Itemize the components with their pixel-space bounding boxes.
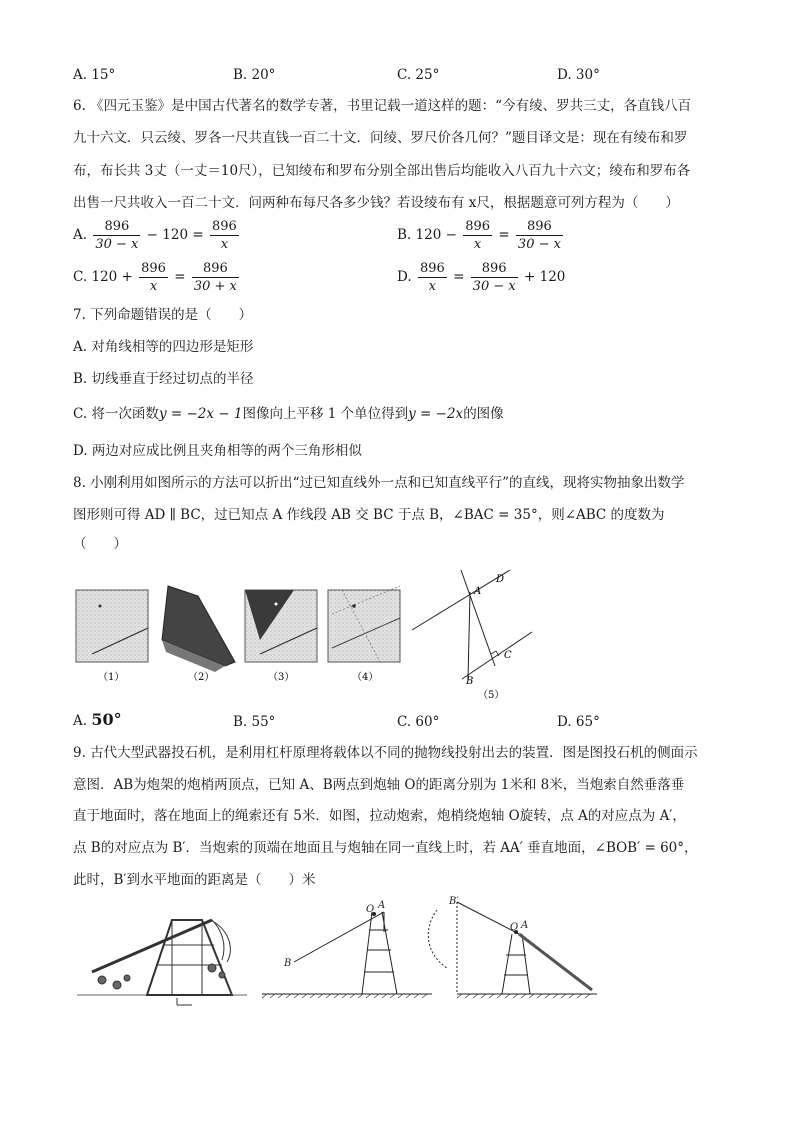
q9-stem-line-3: 直于地面时，落在地面上的绳索还有 5米．如图，拉动炮索，炮梢绕炮轴 O旋转，点 A的对应点为 A′， — [73, 808, 686, 824]
point-o2-label: O — [510, 922, 519, 933]
q6-option-a-label: A. — [73, 227, 88, 243]
caption-5: （5） — [478, 690, 505, 701]
q7-option-b: B. 切线垂直于经过切点的半径 — [73, 371, 254, 387]
q7-option-a: A. 对角线相等的四边形是矩形 — [73, 339, 254, 355]
trebuchet-diagram-1 — [262, 900, 432, 998]
caption-1: （1） — [98, 672, 125, 683]
q8-option-c: C. 60° — [397, 714, 440, 730]
caption-3: （3） — [268, 672, 295, 683]
point-b-label: B — [284, 958, 292, 969]
point-d-label: D — [496, 574, 505, 585]
q9-stem-line-4: 点 B的对应点为 B′．当炮索的顶端在地面且与炮轴在同一直线上时，若 AA′ 垂直地面，∠BOB′ = 60°， — [73, 840, 698, 856]
q7-stem: 7. 下列命题错误的是（ ） — [73, 307, 253, 323]
fold-step-1 — [76, 590, 148, 662]
fraction: $\frac{896}{x}$ — [211, 219, 237, 252]
point-b-label: B — [466, 676, 474, 687]
fold-step-4 — [328, 586, 400, 662]
point-o-label: O — [366, 904, 375, 915]
q9-stem-line-5: 此时，B′到水平地面的距离是（ ）米 — [73, 872, 316, 888]
q5-option-d: D. 30° — [557, 67, 600, 83]
q6-option-a: A. $\frac{896}{30 - x}$ − 120 = $\frac{896}{x}$ — [73, 219, 237, 252]
point-a-label: A — [474, 586, 482, 597]
q8-stem-line-3: （ ） — [73, 536, 127, 552]
q8-option-a: A. 50° — [73, 710, 122, 729]
fraction: $\frac{896}{30 - x}$ — [95, 219, 139, 252]
q6-stem-line-4: 出售一尺共收入一百二十文．问两种布每尺各多少钱？若设绫布有 x尺，根据题意可列方程为（ ） — [73, 195, 679, 211]
fold-diagram-5 — [412, 570, 532, 687]
q7-option-d: D. 两边对应成比例且夹角相等的两个三角形相似 — [73, 443, 362, 459]
fraction: $\frac{896}{x}$ — [419, 261, 445, 294]
fold-step-2 — [162, 586, 235, 672]
caption-4: （4） — [352, 672, 379, 683]
q6-option-b: B. 120 − $\frac{896}{x}$ = $\frac{896}{30 - x}$ — [397, 219, 561, 252]
fraction: $\frac{896}{30 - x}$ — [517, 219, 561, 252]
q6-option-c-label: C. — [73, 269, 88, 285]
q8-option-d: D. 65° — [557, 714, 600, 730]
q9-trebuchet-figures — [72, 896, 602, 1015]
point-a-label: A — [378, 900, 386, 911]
fraction: $\frac{896}{30 + x}$ — [193, 261, 237, 294]
q9-stem-line-1: 9. 古代大型武器投石机，是利用杠杆原理将载体以不同的抛物线投射出去的装置．图是图投石机的侧面示 — [73, 745, 698, 761]
q5-option-c: C. 25° — [397, 67, 440, 83]
q8-option-b: B. 55° — [233, 714, 276, 730]
q6-option-d: D. $\frac{896}{x}$ = $\frac{896}{30 - x}$ + 120 — [397, 261, 566, 294]
caption-2: （2） — [188, 672, 215, 683]
q6-stem-line-3: 布，布长共 3丈（一丈＝10尺），已知绫布和罗布分别全部出售后均能收入八百九十六文；绫布和罗布各 — [73, 163, 691, 179]
point-c-label: C — [504, 650, 512, 661]
q6-option-b-label: B. — [397, 227, 412, 243]
trebuchet-illustration — [77, 920, 247, 1005]
q8-folding-figures — [70, 574, 540, 702]
point-bprime-label: B′ — [449, 896, 459, 907]
q9-stem-line-2: 意图．AB为炮架的炮梢两顶点，已知 A、B两点到炮轴 O的距离分别为 1米和 8米，当炮索自然垂落垂 — [73, 777, 685, 793]
fraction: $\frac{896}{x}$ — [141, 261, 166, 294]
fraction: $\frac{896}{x}$ — [465, 219, 491, 252]
q6-option-c: C. 120 + $\frac{896}{x}$ = $\frac{896}{30 + x}$ — [73, 261, 237, 294]
point-a2-label: A — [521, 920, 529, 931]
q6-stem-line-2: 九十六文．只云绫、罗各一尺共直钱一百二十文．问绫、罗尺价各几何？”题目译文是：现在有绫布和罗 — [73, 130, 688, 146]
q6-option-d-label: D. — [397, 269, 412, 285]
q8-stem-line-1: 8. 小刚利用如图所示的方法可以折出“过已知直线外一点和已知直线平行”的直线，现将实物抽象出数学 — [73, 475, 685, 491]
trebuchet-diagram-2 — [428, 896, 597, 998]
fold-step-3 — [245, 590, 317, 662]
q7-option-c: C. 将一次函数y = −2x − 1图像向上平移 1 个单位得到y = −2x的图像 — [73, 406, 504, 422]
q5-option-a: A. 15° — [73, 67, 116, 83]
q6-stem-line-1: 6. 《四元玉鉴》是中国古代著名的数学专著，书里记载一道这样的题：“今有绫、罗共三丈，各直钱八百 — [73, 98, 692, 114]
q8-stem-line-2: 图形则可得 AD ∥ BC，过已知点 A 作线段 AB 交 BC 于点 B，∠BAC = 35°，则∠ABC 的度数为 — [73, 507, 665, 523]
q5-option-b: B. 20° — [233, 67, 276, 83]
fraction: $\frac{896}{30 - x}$ — [472, 261, 516, 294]
